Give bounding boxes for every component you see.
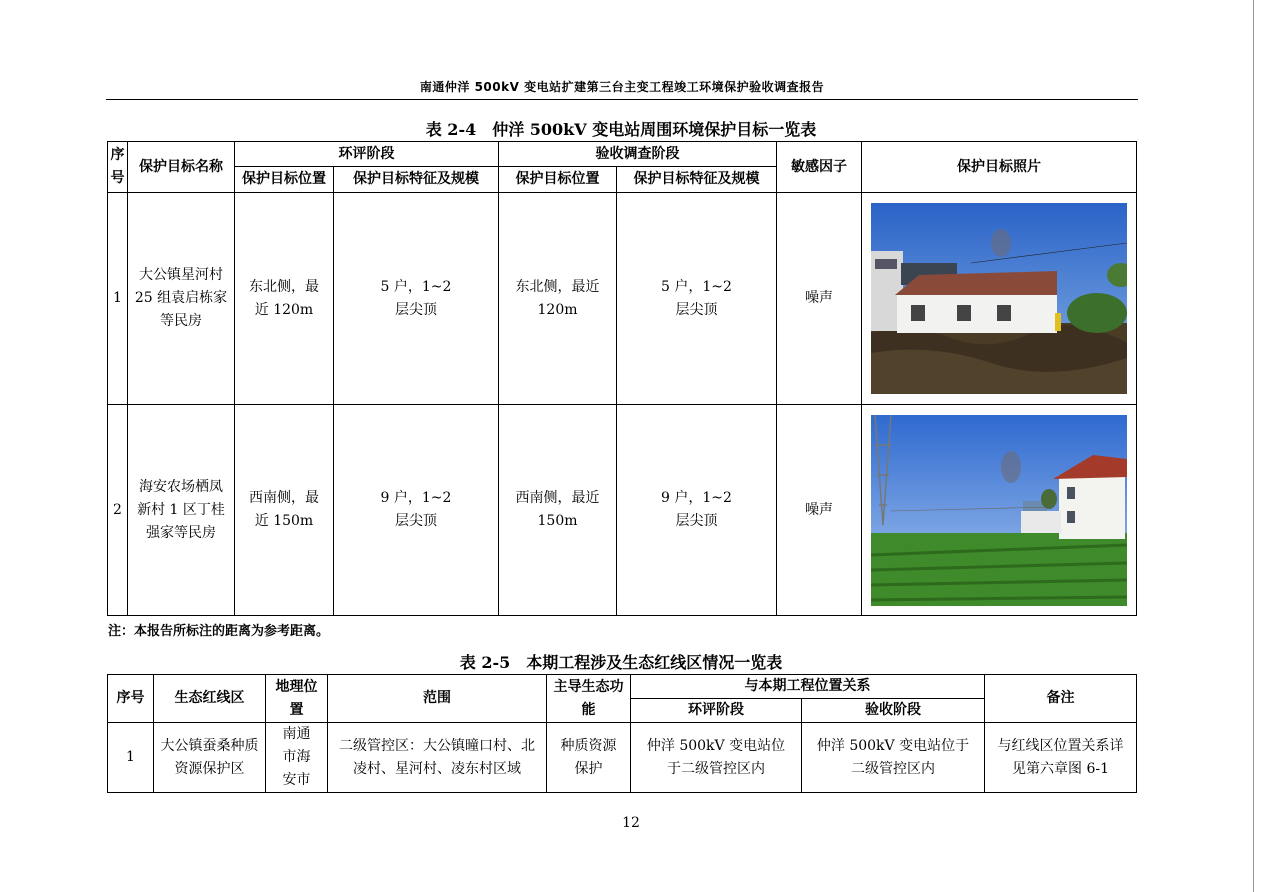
page-number: 12 <box>622 815 640 831</box>
row2-factor: 噪声 <box>777 405 862 616</box>
header-factor: 敏感因子 <box>777 142 862 193</box>
table-row <box>108 193 1137 405</box>
t2-header-range: 范围 <box>328 675 547 723</box>
header-acceptance-stage: 验收调查阶段 <box>499 142 777 167</box>
row1-acc-location: 东北侧，最近 120m <box>499 193 617 405</box>
row2-eia-feature: 9 户，1~2 层尖顶 <box>334 405 499 616</box>
t2-row1-range: 二级管控区：大公镇曈口村、北凌村、星河村、凌东村区域 <box>328 723 547 793</box>
row2-acc-location: 西南侧，最近 150m <box>499 405 617 616</box>
table-row <box>108 723 1137 793</box>
t2-header-acceptance: 验收阶段 <box>802 699 985 723</box>
house-photo <box>871 203 1127 394</box>
t2-header-remark: 备注 <box>985 675 1137 723</box>
table-row <box>108 405 1137 616</box>
row2-name: 海安农场栖凤新村 1 区丁桂强家等民房 <box>128 405 235 616</box>
header-name: 保护目标名称 <box>128 142 235 193</box>
report-header: 南通仲洋 500kV 变电站扩建第三台主变工程竣工环境保护验收调查报告 <box>419 80 825 94</box>
row1-eia-location: 东北侧，最近 120m <box>235 193 334 405</box>
t2-row1-eia: 仲洋 500kV 变电站位于二级管控区内 <box>631 723 802 793</box>
t2-header-geo: 地理位置 <box>266 675 328 723</box>
distance-note: 注：本报告所标注的距离为参考距离。 <box>108 624 330 639</box>
header-seq: 序号 <box>108 142 128 193</box>
t2-row1-seq: 1 <box>108 723 154 793</box>
field-photo <box>871 415 1127 606</box>
row1-name: 大公镇星河村 25 组袁启栋家等民房 <box>128 193 235 405</box>
header-photo: 保护目标照片 <box>862 142 1137 193</box>
page-edge-line <box>1253 0 1254 892</box>
row2-seq: 2 <box>108 405 128 616</box>
row1-factor: 噪声 <box>777 193 862 405</box>
t2-row1-geo: 南通市海安市 <box>266 723 328 793</box>
header-rule <box>106 99 1138 100</box>
table1-caption: 表 2-4 仲洋 500kV 变电站周围环境保护目标一览表 <box>425 120 817 139</box>
row1-acc-feature: 5 户，1~2 层尖顶 <box>617 193 777 405</box>
t2-row1-function: 种质资源保护 <box>547 723 631 793</box>
row2-eia-location: 西南侧，最近 150m <box>235 405 334 616</box>
t2-row1-acceptance: 仲洋 500kV 变电站位于二级管控区内 <box>802 723 985 793</box>
header-acc-location: 保护目标位置 <box>499 167 617 193</box>
row1-seq: 1 <box>108 193 128 405</box>
t2-header-relation: 与本期工程位置关系 <box>631 675 985 699</box>
row2-acc-feature: 9 户，1~2 层尖顶 <box>617 405 777 616</box>
row1-eia-feature: 5 户，1~2 层尖顶 <box>334 193 499 405</box>
header-eia-location: 保护目标位置 <box>235 167 334 193</box>
t2-row1-zone: 大公镇蚕桑种质资源保护区 <box>154 723 266 793</box>
ecological-redline-table <box>107 674 1137 793</box>
t2-header-zone: 生态红线区 <box>154 675 266 723</box>
table2-caption: 表 2-5 本期工程涉及生态红线区情况一览表 <box>459 653 783 672</box>
protection-targets-table <box>107 141 1137 616</box>
t2-header-seq: 序号 <box>108 675 154 723</box>
t2-row1-remark: 与红线区位置关系详见第六章图 6-1 <box>985 723 1137 793</box>
header-acc-feature: 保护目标特征及规模 <box>617 167 777 193</box>
header-eia-feature: 保护目标特征及规模 <box>334 167 499 193</box>
t2-header-function: 主导生态功能 <box>547 675 631 723</box>
t2-header-eia: 环评阶段 <box>631 699 802 723</box>
header-eia-stage: 环评阶段 <box>235 142 499 167</box>
